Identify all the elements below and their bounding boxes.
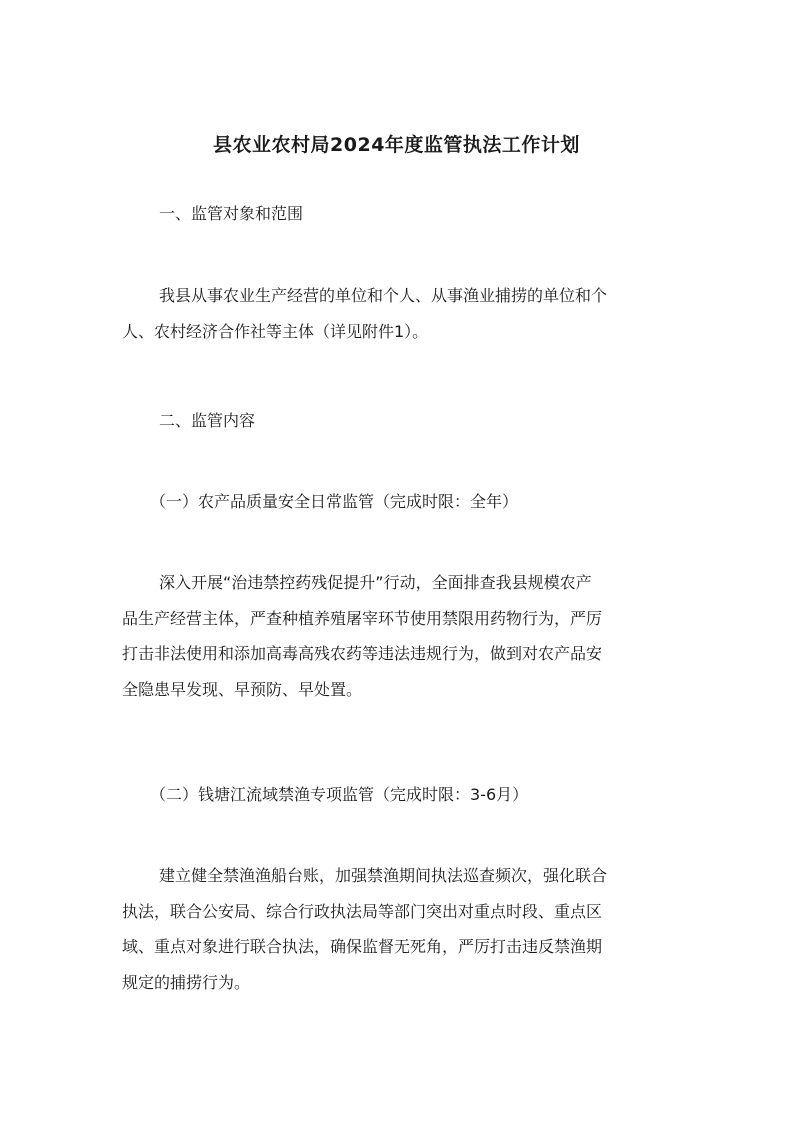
paragraph-line: 全隐患早发现、早预防、早处置。: [122, 679, 363, 699]
subsection-heading-fishing: （二）钱塘江流域禁渔专项监管（完成时限：3-6月）: [150, 785, 529, 804]
paragraph-line: 人、农村经济合作社等主体（详见附件1）。: [122, 321, 429, 341]
paragraph-line: 规定的捕捞行为。: [122, 972, 251, 992]
subsection-heading-quality: （一）农产品质量安全日常监管（完成时限：全年）: [150, 492, 519, 511]
paragraph-line: 我县从事农业生产经营的单位和个人、从事渔业捕捞的单位和个: [159, 286, 608, 305]
section-heading-content: 二、监管内容: [159, 411, 256, 430]
paragraph-scope: [122, 278, 678, 349]
paragraph-line: 执法，联合公安局、综合行政执法局等部门突出对重点时段、重点区: [122, 901, 603, 921]
paragraph-line: 品生产经营主体，严查种植养殖屠宰环节使用禁限用药物行为，严厉: [122, 608, 603, 628]
paragraph-quality: [122, 565, 678, 707]
paragraph-line: 建立健全禁渔渔船台账，加强禁渔期间执法巡查频次，强化联合: [159, 866, 608, 885]
paragraph-line: 深入开展“治违禁控药残促提升”行动，全面排查我县规模农产: [159, 573, 592, 592]
paragraph-fishing: [122, 858, 678, 1000]
document-title: 县农业农村局2024年度监管执法工作计划: [213, 134, 580, 156]
paragraph-line: 域、重点对象进行联合执法，确保监督无死角，严厉打击违反禁渔期: [122, 937, 603, 956]
paragraph-line: 打击非法使用和添加高毒高残农药等违法违规行为，做到对农产品安: [122, 644, 603, 663]
section-heading-scope: 一、监管对象和范围: [159, 204, 304, 223]
